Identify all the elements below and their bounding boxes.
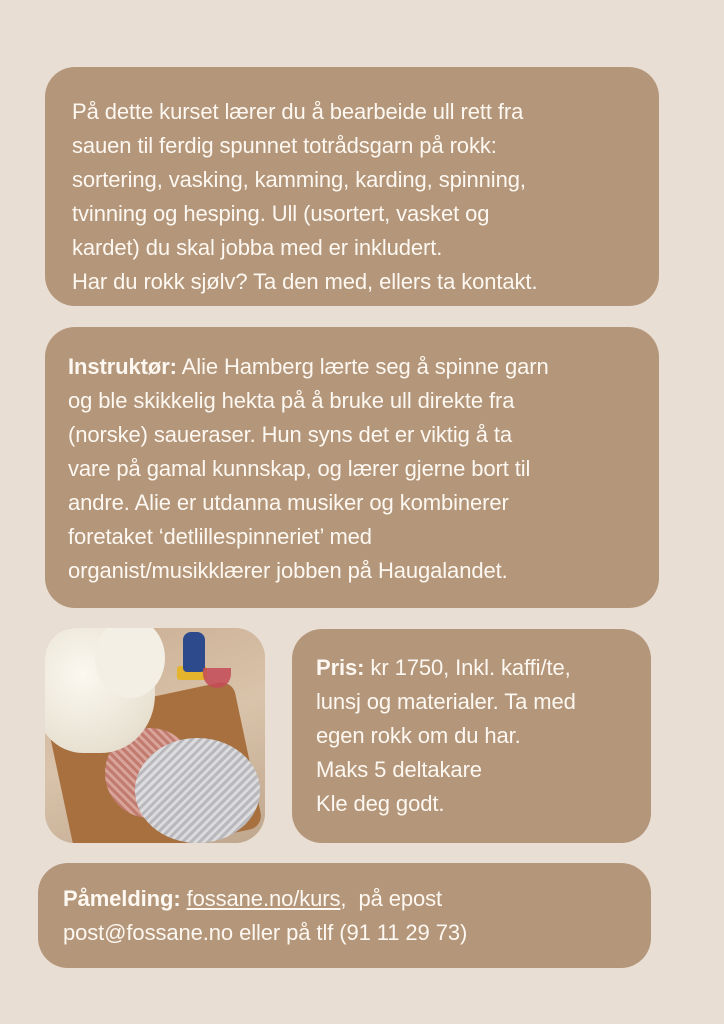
instructor-label: Instruktør: <box>68 354 177 379</box>
price-label: Pris: <box>316 655 365 680</box>
signup-contact: post@fossane.no eller på tlf (91 11 29 73) <box>63 920 468 945</box>
instructor-text: Alie Hamberg lærte seg å spinne garn <box>176 354 549 379</box>
signup-link[interactable]: fossane.no/kurs <box>186 886 341 911</box>
signup-text: , på epost <box>340 886 443 911</box>
instructor-line: vare på gamal kunnskap, og lærer gjerne bort til <box>68 456 531 481</box>
instructor-line: andre. Alie er utdanna musiker og kombinerer <box>68 490 509 515</box>
instructor-line: organist/musikklærer jobben på Haugalandet. <box>68 558 508 583</box>
intro-line: kardet) du skal jobba med er inkludert. <box>72 235 443 260</box>
intro-box <box>45 67 659 306</box>
instructor-line <box>68 350 659 384</box>
price-line <box>316 651 651 685</box>
instructor-line: foretaket ‘detlillespinneriet’ med <box>68 524 372 549</box>
intro-line: sauen til ferdig spunnet totrådsgarn på rokk: <box>72 133 497 158</box>
instructor-box <box>45 327 659 608</box>
instructor-line: og ble skikkelig hekta på å bruke ull direkte fra <box>68 388 515 413</box>
intro-line: sortering, vasking, kamming, karding, spinning, <box>72 167 526 192</box>
signup-label: Påmelding: <box>63 886 181 911</box>
instructor-line: (norske) saueraser. Hun syns det er viktig å ta <box>68 422 513 447</box>
price-line: egen rokk om du har. <box>316 723 521 748</box>
intro-line: På dette kurset lærer du å bearbeide ull rett fra <box>72 99 524 124</box>
clothing-note: Kle deg godt. <box>316 791 445 816</box>
intro-line: tvinning og hesping. Ull (usortert, vasket og <box>72 201 490 226</box>
signup-box <box>38 863 651 968</box>
signup-line <box>63 882 651 916</box>
price-box <box>292 629 651 843</box>
intro-line: Har du rokk sjølv? Ta den med, ellers ta kontakt. <box>72 269 538 294</box>
price-line: lunsj og materialer. Ta med <box>316 689 576 714</box>
price-text: kr 1750, Inkl. kaffi/te, <box>364 655 571 680</box>
max-participants: Maks 5 deltakare <box>316 757 482 782</box>
spinning-carder-photo <box>45 628 265 843</box>
